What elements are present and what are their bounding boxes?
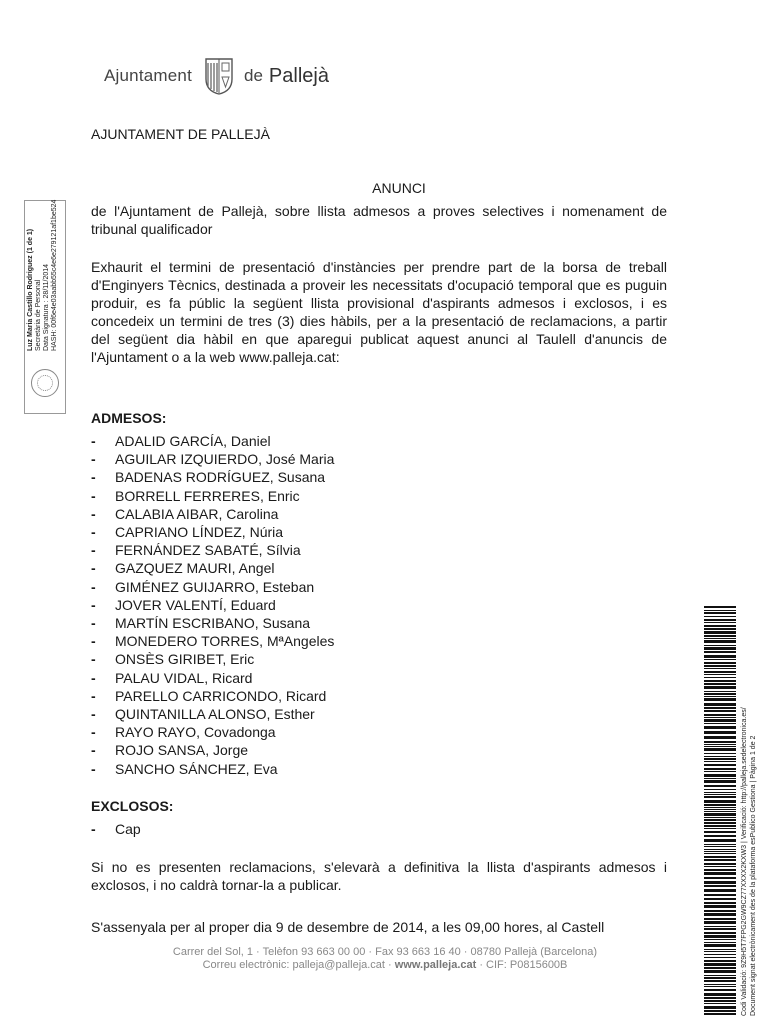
- barcode-stripe: [704, 963, 736, 966]
- barcode-stripe: [704, 659, 736, 660]
- list-item-text: MONEDERO TORRES, MªAngeles: [115, 633, 335, 650]
- barcode-stripe: [704, 817, 736, 818]
- barcode-stripe: [704, 980, 736, 982]
- exclosos-list-item: [91, 820, 667, 838]
- barcode-stripe: [704, 698, 736, 701]
- admesos-list-item: [91, 687, 667, 705]
- barcode-stripe: [704, 665, 736, 667]
- logo-word-de: de: [244, 66, 263, 85]
- barcode-stripe: [704, 942, 736, 943]
- barcode-stripe: [704, 828, 736, 829]
- list-bullet: -: [91, 433, 96, 449]
- list-bullet: -: [91, 820, 96, 837]
- barcode-stripe: [704, 655, 736, 658]
- barcode-stripe: [704, 796, 736, 798]
- admesos-list-item: [91, 650, 667, 668]
- list-bullet: -: [91, 560, 96, 577]
- list-item-text: JOVER VALENTÍ, Eduard: [115, 596, 276, 613]
- barcode-stripe: [704, 1013, 736, 1015]
- barcode-stripe: [704, 967, 736, 969]
- admesos-list: [91, 432, 667, 778]
- barcode-stripe: [704, 800, 736, 803]
- closing-paragraph: Si no es presenten reclamacions, s'elevarà a definitiva la llista d'aspirants admesos i exclosos, i no caldrà tornar-la a publicar.: [91, 859, 667, 894]
- barcode-stripe: [704, 869, 736, 871]
- barcode-stripe: [704, 986, 736, 987]
- admesos-list-item: [91, 614, 667, 632]
- list-item-text: GIMÉNEZ GUIJARRO, Esteban: [115, 578, 315, 595]
- admesos-list-item: [91, 468, 667, 486]
- barcode-stripe: [704, 811, 736, 812]
- barcode-stripe: [704, 856, 736, 858]
- exclosos-list: [91, 820, 667, 838]
- list-item-text: ROJO SANSA, Jorge: [115, 742, 249, 759]
- barcode-stripe: [704, 984, 736, 985]
- list-bullet: -: [91, 742, 96, 759]
- barcode-stripe: [704, 954, 736, 955]
- barcode-stripe: [704, 726, 736, 729]
- barcode-stripe: [704, 736, 736, 739]
- barcode-stripe: [704, 831, 736, 833]
- barcode-stripe: [704, 789, 736, 790]
- barcode-stripe: [704, 949, 736, 950]
- barcode-stripe: [704, 651, 736, 653]
- barcode-stripe: [704, 677, 736, 678]
- logo-word-palleja: Pallejà: [268, 64, 329, 87]
- barcode-stripe: [704, 902, 736, 904]
- list-bullet: -: [91, 451, 96, 468]
- admesos-list-item: [91, 705, 667, 723]
- intro-paragraph: Exhaurit el termini de presentació d'instàncies per prendre part de la borsa de treball d'Enginyers Tècnics, destinada a proveir les necessitats d'ocupació temporal que es puguin produir, es fa públic la següent llista provisional d'aspirants admesos i exclosos, i es concedeix un termini de tres (3) dies hàbils, per a la presentació de reclamacions, a partir del següent dia hàbil en que aparegui publicat aquest anunci al Taulell d'anuncis de l'Ajuntament o a la web www.palleja.cat:: [91, 259, 667, 365]
- list-item-text: BADENAS RODRÍGUEZ, Susana: [115, 469, 326, 486]
- barcode-stripe: [704, 606, 736, 608]
- list-item-text: Cap: [115, 820, 141, 837]
- barcode-stripe: [704, 975, 736, 976]
- barcode-stripe: [704, 662, 736, 664]
- list-bullet: -: [91, 669, 96, 686]
- barcode-stripe: [704, 944, 736, 947]
- barcode-stripe: [704, 935, 736, 938]
- barcode-stripe: [704, 851, 736, 852]
- barcode-stripe: [704, 951, 736, 952]
- barcode-stripe: [704, 1003, 736, 1004]
- admesos-list-item: [91, 741, 667, 759]
- barcode-stripe: [704, 756, 736, 757]
- list-bullet: -: [91, 760, 96, 777]
- barcode-stripe: [704, 758, 736, 760]
- list-item-text: FERNÁNDEZ SABATÉ, Sílvia: [115, 542, 301, 559]
- municipal-logo: [104, 56, 329, 96]
- barcode-stripe: [704, 771, 736, 772]
- signer-name: Luz Maria Castillo Rodriguez (1 de 1): [27, 228, 34, 351]
- list-item-text: GAZQUEZ MAURI, Angel: [115, 560, 275, 577]
- barcode-stripe: [704, 807, 736, 808]
- admesos-list-item: [91, 432, 667, 450]
- footer-website-link[interactable]: www.palleja.cat: [394, 959, 477, 971]
- admesos-list-item: [91, 559, 667, 577]
- list-bullet: -: [91, 542, 96, 559]
- barcode-stripe: [704, 859, 736, 861]
- barcode-stripe: [704, 792, 736, 793]
- barcode-stripe: [704, 671, 736, 673]
- footer-address: Carrer del Sol, 1 · Telèfon 93 663 00 00 · Fax 93 663 16 40 · 08780 Pallejà (Barcelona): [172, 946, 598, 958]
- list-item-text: QUINTANILLA ALONSO, Esther: [115, 706, 315, 723]
- admesos-list-item: [91, 723, 667, 741]
- barcode-stripe: [704, 753, 736, 754]
- barcode-stripe: [704, 898, 736, 900]
- barcode-icon: [704, 606, 736, 1016]
- barcode-stripe: [704, 761, 736, 762]
- barcode-stripe: [704, 746, 736, 747]
- organization-heading: AJUNTAMENT DE PALLEJÀ: [91, 126, 270, 142]
- electronic-signature-note: Document signat electrònicament des de la plataforma esPublico Gestiona | Pàgina 1 de 2: [750, 735, 757, 1016]
- barcode-stripe: [704, 719, 736, 722]
- barcode-stripe: [704, 683, 736, 685]
- barcode-stripe: [704, 932, 736, 934]
- barcode-stripe: [704, 989, 736, 991]
- barcode-stripe: [704, 921, 736, 924]
- list-bullet: -: [91, 633, 96, 650]
- barcode-stripe: [704, 703, 736, 706]
- list-item-text: MARTÍN ESCRIBANO, Susana: [115, 615, 311, 632]
- barcode-stripe: [704, 741, 736, 743]
- document-title: ANUNCI: [372, 180, 426, 196]
- list-item-text: CALABIA AIBAR, Carolina: [115, 505, 279, 522]
- list-bullet: -: [91, 706, 96, 723]
- logo-word-ajuntament: Ajuntament: [104, 66, 192, 85]
- seal-icon: [31, 369, 59, 397]
- barcode-stripe: [704, 668, 736, 669]
- barcode-stripe: [704, 612, 736, 614]
- barcode-stripe: [704, 894, 736, 896]
- barcode-stripe: [704, 889, 736, 892]
- barcode-stripe: [704, 693, 736, 695]
- admesos-list-item: [91, 450, 667, 468]
- list-item-text: RAYO RAYO, Covadonga: [115, 724, 276, 741]
- coat-of-arms-icon: [204, 57, 234, 95]
- signature-stamp: [24, 200, 66, 414]
- barcode-stripe: [704, 622, 736, 623]
- barcode-stripe: [704, 785, 736, 787]
- admesos-list-item: [91, 487, 667, 505]
- admesos-list-item: [91, 578, 667, 596]
- validation-code: Codi Validació: 9Z9H5T7FPG2GW9CZ77XXXX2KXW3 | Verificació: http://palleja.sedelectronica.es/: [741, 707, 748, 1016]
- barcode-stripe: [704, 635, 736, 637]
- footer-contact: [0, 959, 770, 972]
- admesos-list-item: [91, 523, 667, 541]
- barcode-stripe: [704, 913, 736, 916]
- barcode-stripe: [704, 1006, 736, 1009]
- barcode-stripe: [704, 714, 736, 716]
- list-bullet: -: [91, 524, 96, 541]
- signature-date: Data Signatura : 28/11/2014: [43, 263, 50, 351]
- next-paragraph: S'assenyala per al proper dia 9 de desembre de 2014, a les 09,00 hores, al Castell: [91, 919, 605, 936]
- barcode-stripe: [704, 778, 736, 779]
- barcode-stripe: [704, 616, 736, 617]
- barcode-stripe: [704, 881, 736, 884]
- barcode-stripe: [704, 853, 736, 854]
- list-bullet: -: [91, 596, 96, 613]
- barcode-stripe: [704, 707, 736, 709]
- admesos-list-item: [91, 505, 667, 523]
- list-bullet: -: [91, 724, 96, 741]
- barcode-stripe: [704, 970, 736, 973]
- barcode-stripe: [704, 674, 736, 675]
- list-item-text: PARELLO CARRICONDO, Ricard: [115, 687, 327, 704]
- validation-barcode-area: [704, 606, 764, 1016]
- barcode-stripe: [704, 918, 736, 920]
- barcode-stripe: [704, 647, 736, 650]
- admesos-heading: ADMESOS:: [91, 410, 167, 426]
- list-item-text: AGUILAR IZQUIERDO, José Maria: [115, 451, 335, 468]
- barcode-stripe: [704, 822, 736, 824]
- signature-hash: HASH: 00f6e4e03aabb55c4e6e279121af1be524: [51, 199, 58, 351]
- barcode-stripe: [704, 748, 736, 751]
- barcode-stripe: [704, 877, 736, 879]
- document-body: [91, 126, 667, 936]
- signer-role: Secretària de Personal: [35, 279, 42, 351]
- barcode-stripe: [704, 696, 736, 697]
- barcode-caption: [740, 606, 758, 1016]
- barcode-stripe: [704, 640, 736, 643]
- barcode-stripe: [704, 839, 736, 842]
- barcode-stripe: [704, 631, 736, 634]
- barcode-stripe: [704, 768, 736, 770]
- barcode-stripe: [704, 977, 736, 979]
- barcode-stripe: [704, 960, 736, 962]
- barcode-stripe: [704, 926, 736, 927]
- barcode-stripe: [704, 863, 736, 865]
- barcode-stripe: [704, 1000, 736, 1002]
- list-item-text: ONSÈS GIRIBET, Eric: [115, 651, 255, 668]
- list-item-text: SANCHO SÁNCHEZ, Eva: [115, 760, 278, 777]
- barcode-stripe: [704, 645, 736, 646]
- list-bullet: -: [91, 578, 96, 595]
- signature-stamp-text: [27, 201, 59, 351]
- barcode-stripe: [704, 686, 736, 689]
- barcode-stripe: [704, 825, 736, 827]
- barcode-stripe: [704, 717, 736, 718]
- barcode-stripe: [704, 610, 736, 611]
- barcode-stripe: [704, 794, 736, 795]
- list-bullet: -: [91, 687, 96, 704]
- barcode-stripe: [704, 710, 736, 712]
- barcode-stripe: [704, 928, 736, 930]
- barcode-stripe: [704, 723, 736, 724]
- admesos-list-item: [91, 669, 667, 687]
- barcode-stripe: [704, 804, 736, 806]
- barcode-stripe: [704, 809, 736, 810]
- barcode-stripe: [704, 910, 736, 912]
- barcode-stripe: [704, 939, 736, 940]
- barcode-stripe: [704, 844, 736, 845]
- barcode-stripe: [704, 625, 736, 627]
- barcode-stripe: [704, 846, 736, 847]
- barcode-stripe: [704, 849, 736, 850]
- barcode-stripe: [704, 872, 736, 875]
- barcode-stripe: [704, 905, 736, 908]
- barcode-stripe: [704, 957, 736, 958]
- list-bullet: -: [91, 469, 96, 486]
- document-subtitle: de l'Ajuntament de Pallejà, sobre llista admesos a proves selectives i nomenament de tribunal qualificador: [91, 203, 667, 237]
- admesos-list-item: [91, 596, 667, 614]
- list-bullet: -: [91, 615, 96, 632]
- barcode-stripe: [704, 885, 736, 887]
- barcode-stripe: [704, 997, 736, 999]
- barcode-stripe: [704, 780, 736, 783]
- list-item-text: PALAU VIDAL, Ricard: [115, 669, 253, 686]
- barcode-stripe: [704, 731, 736, 734]
- barcode-stripe: [704, 764, 736, 766]
- barcode-stripe: [704, 1010, 736, 1012]
- barcode-stripe: [704, 628, 736, 630]
- admesos-list-item: [91, 760, 667, 778]
- barcode-stripe: [704, 835, 736, 837]
- barcode-stripe: [704, 993, 736, 996]
- list-item-text: BORRELL FERRERES, Enric: [115, 487, 300, 504]
- barcode-stripe: [704, 813, 736, 816]
- exclosos-heading: EXCLOSOS:: [91, 797, 174, 814]
- admesos-list-item: [91, 632, 667, 650]
- list-bullet: -: [91, 651, 96, 668]
- barcode-stripe: [704, 691, 736, 692]
- barcode-stripe: [704, 744, 736, 745]
- barcode-stripe: [704, 866, 736, 867]
- barcode-stripe: [704, 774, 736, 777]
- barcode-stripe: [704, 638, 736, 639]
- page-footer: [0, 946, 770, 972]
- barcode-stripe: [704, 680, 736, 682]
- list-bullet: -: [91, 487, 96, 504]
- barcode-stripe: [704, 619, 736, 621]
- list-item-text: ADALID GARCÍA, Daniel: [115, 433, 271, 449]
- list-item-text: CAPRIANO LÍNDEZ, Núria: [115, 524, 284, 541]
- footer-email: Correu electrònic: palleja@palleja.cat ·: [202, 959, 395, 971]
- footer-cif: · CIF: P0815600B: [476, 959, 568, 971]
- admesos-list-item: [91, 541, 667, 559]
- barcode-stripe: [704, 819, 736, 821]
- list-bullet: -: [91, 505, 96, 522]
